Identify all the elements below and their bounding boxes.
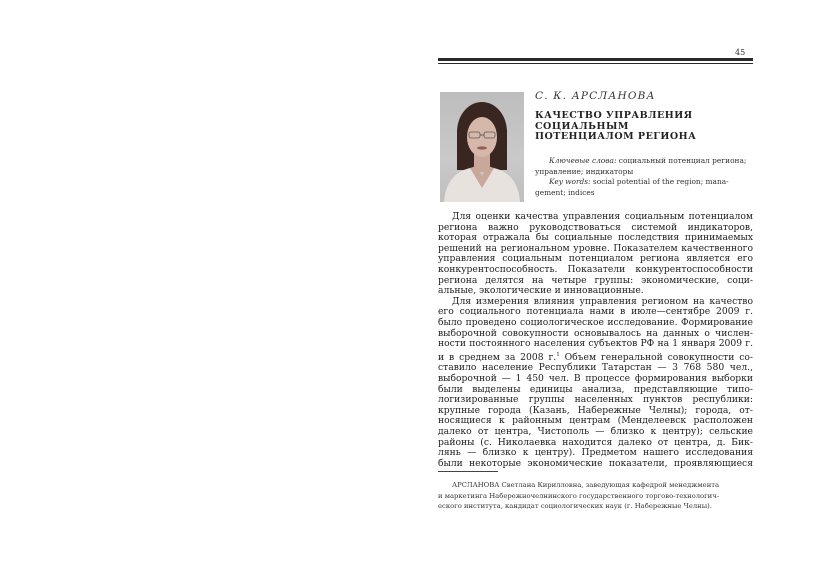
body-line: районы (с. Николаевка находится далеко от центра, д. Бик- xyxy=(438,436,753,448)
body-line: далеко от центра, Чистополь — близко к центру); сельские xyxy=(438,425,753,437)
body-line-text: Объем генеральной совокупности со- xyxy=(559,351,753,363)
header-rule-thin xyxy=(438,63,753,64)
author-name: С. К. АРСЛАНОВА xyxy=(535,90,656,102)
body-line: были некоторые экономические показатели, проявляющиеся xyxy=(438,457,753,469)
body-line: управления социальным потенциалом региона является его xyxy=(438,253,753,265)
footnote-line: и маркетинга Набережночелнинского государственного торгово-технологич- xyxy=(438,491,720,500)
body-line: крупные города (Казань, Набережные Челны); города, от- xyxy=(438,404,753,416)
article-body xyxy=(438,212,753,469)
keywords-en-label: Key words: xyxy=(549,177,591,187)
keywords-block xyxy=(535,156,753,198)
body-line: его социального потенциала нами в июле—сентябре 2009 г. xyxy=(438,306,753,318)
footnote-line: еского института, кандидат социологических наук (г. Набережные Челны). xyxy=(438,502,712,510)
body-line: Для измерения влияния управления регионом на качество xyxy=(452,295,753,307)
keywords-en-line xyxy=(535,177,753,188)
keywords-ru-label: Ключевые слова: xyxy=(549,156,617,165)
body-line: было проведено социологическое исследование. Формирование xyxy=(438,316,753,328)
body-line: выборочной совокупности основывалось на данных о числен- xyxy=(438,327,753,339)
footnote-line: АРСЛАНОВА Светлана Кирилловна, заведующая кафедрой менеджмента xyxy=(452,481,720,489)
body-line: которая отражала бы социальные последствия принимаемых xyxy=(438,232,753,244)
keywords-en-text: social potential of the region; mana- xyxy=(590,177,729,187)
body-line-text: и в среднем за 2008 г. xyxy=(438,351,557,363)
header-rule-thick xyxy=(438,58,753,61)
title-line: ПОТЕНЦИАЛОМ РЕГИОНА xyxy=(535,131,697,142)
body-line: ставило население Республики Татарстан — 3 768 580 чел., xyxy=(438,362,753,374)
body-line xyxy=(438,350,753,364)
footnote-rule xyxy=(438,471,498,472)
body-line: были выделены единицы анализа, представляющие типо- xyxy=(438,383,753,395)
keywords-ru-line: управление; индикаторы xyxy=(535,166,634,176)
title-line: СОЦИАЛЬНЫМ xyxy=(535,120,629,132)
author-photo xyxy=(440,92,524,202)
body-line: решений на региональном уровне. Показателем качественного xyxy=(438,242,753,254)
keywords-en-line: gement; indices xyxy=(535,187,595,197)
body-line: конкурентоспособность. Показатели конкурентоспособности xyxy=(438,263,753,275)
body-line: альные, экологические и инновационные. xyxy=(438,285,644,297)
keywords-ru-line xyxy=(535,156,753,167)
body-line: региона делятся на четыре группы: экономические, соци- xyxy=(438,274,753,286)
body-line: Для оценки качества управления социальным потенциалом xyxy=(452,211,753,222)
keywords-ru-text: социальный потенциал региона; xyxy=(616,156,747,165)
body-line: логизированные группы населенных пунктов республики: xyxy=(438,394,753,406)
article-title xyxy=(535,111,735,143)
footnote xyxy=(438,480,753,512)
body-line: носящиеся к районным центрам (Менделеевск расположен xyxy=(438,415,753,427)
page-number: 45 xyxy=(735,48,746,57)
body-line: региона важно руководствоваться системой индикаторов, xyxy=(438,221,753,233)
body-line: ности постоянного населения субъектов РФ на 1 января 2009 г. xyxy=(438,338,753,350)
body-line: выборочной — 1 450 чел. В процессе формирования выборки xyxy=(438,372,753,384)
body-line: лянь — близко к центру). Предметом нашего исследования xyxy=(438,447,753,459)
footnote-ref: 1 xyxy=(556,351,560,358)
title-line: КАЧЕСТВО УПРАВЛЕНИЯ xyxy=(535,110,693,121)
